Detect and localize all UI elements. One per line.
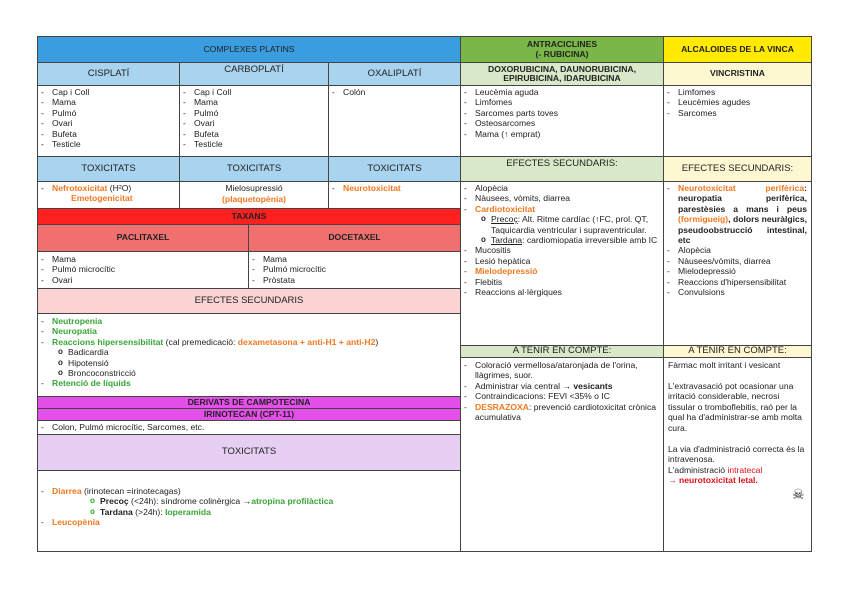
oxaliplati-indications	[328, 85, 461, 157]
list-item: - Pulmó microcític	[38, 264, 248, 274]
antraciclines-title: ANTRACICLINES (- RUBICINA)	[460, 36, 664, 63]
list-item: o Badicardia	[38, 347, 460, 357]
list-item: - Ovari	[38, 118, 179, 128]
list-item: - Contraindicacions: FEVI <35% o IC	[461, 391, 663, 401]
list-item: - Limfomes	[461, 97, 663, 107]
vinca-note-1: Fàrmac molt irritant i vesicant	[668, 360, 781, 370]
list-item: - Pulmó	[180, 108, 328, 118]
list-item: - Neurotoxicitat	[329, 183, 460, 193]
carboplati-indications	[179, 85, 329, 157]
vinca-effects	[663, 181, 812, 346]
list-item: - Mielodepressió	[664, 266, 811, 276]
antraciclines-tenir	[460, 357, 664, 552]
vinca-tenir-title: A TENIR EN COMPTE:	[663, 345, 812, 358]
vinca-note-5: → neurotoxicitat letal.	[668, 475, 758, 486]
list-item: - Pròstata	[249, 275, 460, 285]
antraciclines-effects-title: EFECTES SECUNDARIS:	[460, 156, 664, 182]
list-item: o Precoç (<24h): síndrome colinèrgica →atropina profilàctica	[38, 496, 460, 506]
carboplati-tox: Mielosupressió (plaquetopènia)	[179, 181, 329, 209]
antraciclines-drugs: DOXORUBICINA, DAUNORUBICINA, EPIRUBICINA, IDARUBICINA	[460, 62, 664, 86]
vinca-note-2: L'extravasació pot ocasionar una irritació considerable, necrosi tissular o tromboflebitis, raó per la qual ha d'administrar-se amb molta cura.	[668, 380, 802, 433]
list-item: - Reaccions al·lèrgiques	[461, 287, 663, 297]
vinca-title: ALCALOIDES DE LA VINCA	[663, 36, 812, 63]
list-item: - Coloració vermellosa/ataronjada de l'orina, llàgrimes, suor.	[461, 360, 663, 381]
list-item: - Convulsions	[664, 287, 811, 297]
list-item: - Ovari	[38, 275, 248, 285]
cisplati-tox	[37, 181, 180, 209]
list-item: o Broncoconstricció	[38, 368, 460, 378]
list-item: o Precoç: Alt. Ritme cardíac (↑FC, prol. QT, Taquicardia ventricular i supraventricular.	[461, 214, 663, 235]
list-item: - Testicle	[180, 139, 328, 149]
taxans-effects-title: EFECTES SECUNDARIS	[37, 288, 461, 314]
oxaliplati-tox	[328, 181, 461, 209]
list-item: - Osteosarcomes	[461, 118, 663, 128]
cisplati-tox-header: TOXICITATS	[37, 156, 180, 182]
carboplati-tox-header: TOXICITATS	[179, 156, 329, 182]
campotecina-tox	[37, 470, 461, 552]
list-item: - Leucèmies agudes	[664, 97, 811, 107]
list-item: - Testicle	[38, 139, 179, 149]
list-item: - Colón	[329, 87, 460, 97]
campotecina-tox-title: TOXICITATS	[37, 434, 461, 471]
list-item: - Neurotoxicitat perifèrica: neuropatia perifèrica, parestèsies a mans i peus (formigueig), dolors neuràlgics, pseudoobstrucció intestinal, etc	[664, 183, 811, 245]
taxans-effects	[37, 313, 461, 397]
list-item: - Limfomes	[664, 87, 811, 97]
list-item: - Neuropatia	[38, 326, 460, 336]
emetogenicitat: Emetogenicitat	[71, 193, 133, 204]
platins-title-text: COMPLEXES PLATINS	[203, 43, 295, 54]
list-item: - Nàusees, vòmits, diarrea	[461, 193, 663, 203]
list-item: o Tardana: cardiomiopatia irreversible amb IC	[461, 235, 663, 245]
list-item: - Ovari	[180, 118, 328, 128]
taxans-title: TAXANS	[37, 208, 461, 225]
list-item: - Alopècia	[664, 245, 811, 255]
docetaxel-header: DOCETAXEL	[248, 224, 461, 252]
docetaxel-indications	[248, 251, 461, 289]
list-item: - Colon, Pulmó microcític, Sarcomes, etc.	[38, 422, 460, 432]
list-item: - Leucèmia aguda	[461, 87, 663, 97]
list-item: - Administrar via central → vesicants	[461, 381, 663, 391]
list-item: - Nàusees/vòmits, diarrea	[664, 256, 811, 266]
irinotecan-header: IRINOTECAN (CPT-11)	[37, 408, 461, 421]
irinotecan-indications	[37, 420, 461, 435]
vinca-tenir	[663, 357, 812, 552]
paclitaxel-header: PACLITAXEL	[37, 224, 249, 252]
antraciclines-effects	[460, 181, 664, 346]
skull-icon: ☠	[792, 486, 805, 502]
vinca-indications	[663, 85, 812, 157]
list-item: - Mama	[38, 97, 179, 107]
list-item: - Leucopènia	[38, 517, 460, 527]
cisplati-header: CISPLATÍ	[37, 62, 180, 86]
list-item: - Bufeta	[38, 129, 179, 139]
list-item: - Neutropenia	[38, 316, 460, 326]
list-item: - Mama	[249, 254, 460, 264]
list-item: - Lesió hepàtica	[461, 256, 663, 266]
campotecina-title: DERIVATS DE CAMPOTECINA	[37, 396, 461, 409]
oxaliplati-tox-header: TOXICITATS	[328, 156, 461, 182]
platins-title	[37, 36, 461, 63]
list-item: o Hipotensió	[38, 358, 460, 368]
vincristina-header: VINCRISTINA	[663, 62, 812, 86]
oxaliplati-header: OXALIPLATÍ	[328, 62, 461, 86]
antraciclines-tenir-title: A TENIR EN COMPTE:	[460, 345, 664, 358]
list-item: - Pulmó microcític	[249, 264, 460, 274]
list-item: - Cap i Coll	[180, 87, 328, 97]
list-item: - Mucositis	[461, 245, 663, 255]
list-item: - Reaccions hipersensibilitat (cal premedicació: dexametasona + anti-H1 + anti-H2)	[38, 337, 460, 347]
paclitaxel-indications	[37, 251, 249, 289]
antraciclines-indications	[460, 85, 664, 157]
list-item: - Nefrotoxicitat (H²O)	[38, 183, 179, 193]
list-item: - Sarcomes	[664, 108, 811, 118]
list-item: - Pulmó	[38, 108, 179, 118]
list-item: o Tardana (>24h): loperamida	[38, 507, 460, 517]
list-item: - Alopècia	[461, 183, 663, 193]
vinca-effects-title: EFECTES SECUNDARIS:	[663, 156, 812, 182]
vinca-note-4: L'administració intratecal	[668, 464, 763, 475]
list-item: - Mielodepressió	[461, 266, 663, 276]
list-item: - Retenció de líquids	[38, 378, 460, 388]
list-item: - Reaccions d'hipersensibilitat	[664, 277, 811, 287]
vinca-note-3: La via d'administració correcta és la intravenosa.	[668, 443, 805, 465]
list-item: - Diarrea (irinotecan =irinotecagas)	[38, 486, 460, 496]
cisplati-indications	[37, 85, 180, 157]
list-item: - Mama	[38, 254, 248, 264]
list-item: - DESRAZOXA: prevenció cardiotoxicitat crònica acumulativa	[461, 402, 663, 423]
list-item: - Sarcomes parts toves	[461, 108, 663, 118]
list-item: - Cap i Coll	[38, 87, 179, 97]
list-item: - Cardiotoxicitat	[461, 204, 663, 214]
carboplati-header: CARBOPLATÍ	[179, 62, 329, 86]
list-item: - Bufeta	[180, 129, 328, 139]
list-item: - Flebitis	[461, 277, 663, 287]
list-item: - Mama (↑ emprat)	[461, 129, 663, 139]
list-item: - Mama	[180, 97, 328, 107]
